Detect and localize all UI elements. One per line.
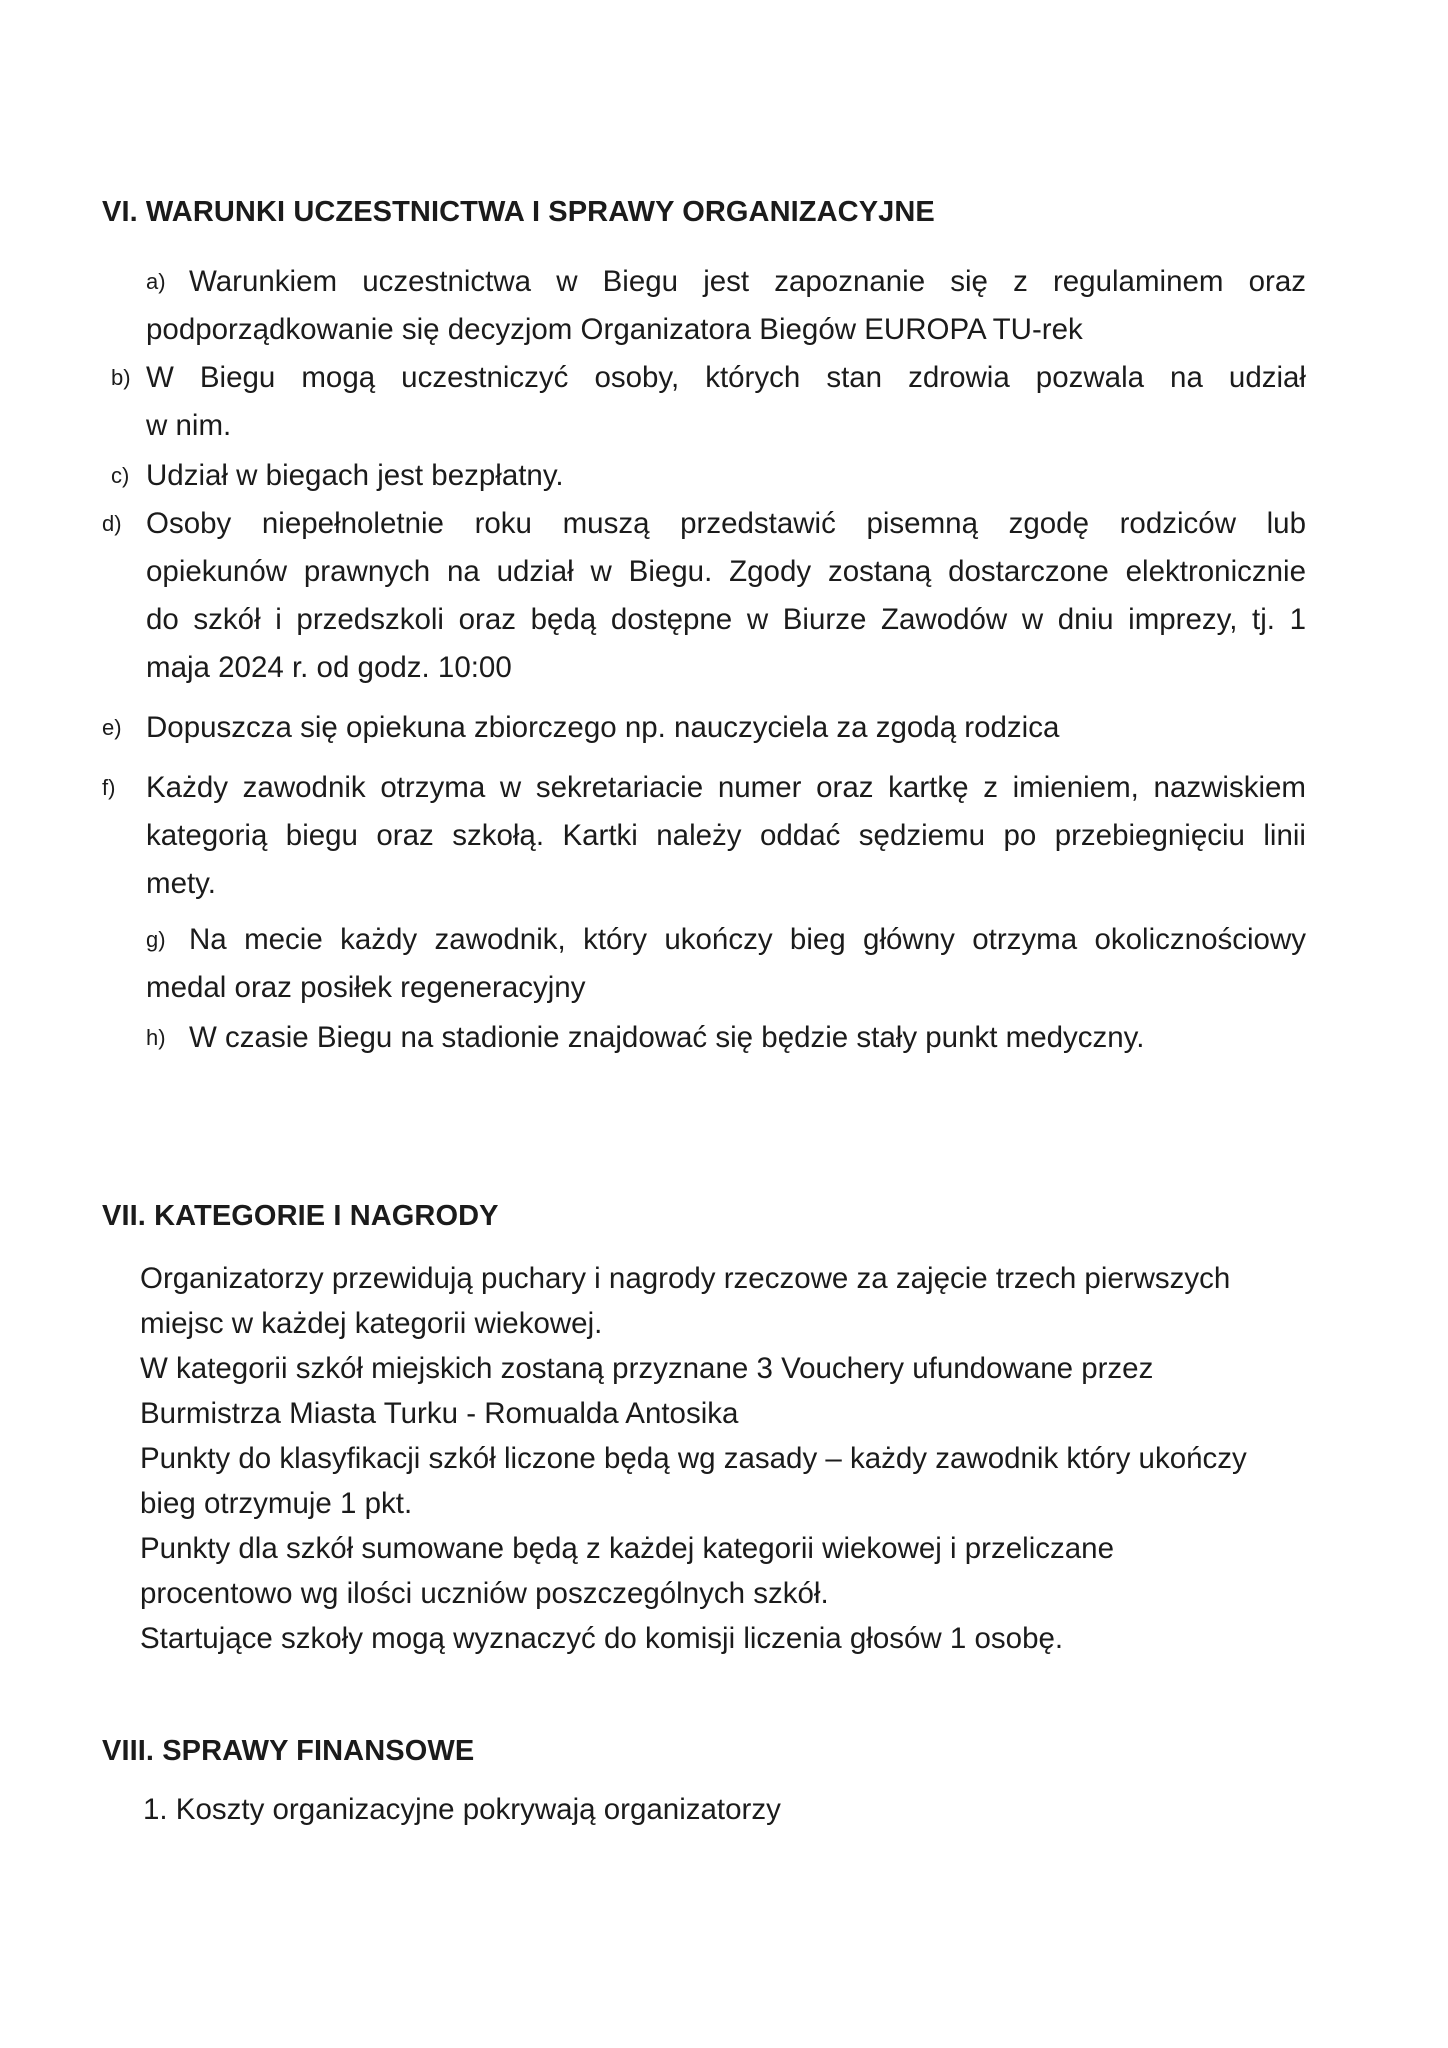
list-item-text: maja 2024 r. od godz. 10:00 (146, 651, 512, 684)
list-item-text: medal oraz posiłek regeneracyjny (146, 971, 586, 1004)
list-marker: b) (111, 365, 131, 390)
list-item-h (146, 1014, 1306, 1062)
paragraph-line: miejsc w każdej kategorii wiekowej. (140, 1307, 603, 1340)
list-item-text: Każdy zawodnik otrzyma w sekretariacie numer oraz kartkę z imieniem, nazwiskiem (146, 771, 1306, 804)
numbered-item: 1. Koszty organizacyjne pokrywają organizatorzy (143, 1793, 781, 1826)
section-heading-vii: VII. KATEGORIE I NAGRODY (102, 1200, 499, 1232)
paragraph-line: Startujące szkoły mogą wyznaczyć do komisji liczenia głosów 1 osobę. (140, 1622, 1064, 1655)
section-vii-body (140, 1256, 1340, 1661)
paragraph-line: Punkty do klasyfikacji szkół liczone będą wg zasady – każdy zawodnik który ukończy (140, 1442, 1247, 1475)
list-item-text: Na mecie każdy zawodnik, który ukończy bieg główny otrzyma okolicznościowy (189, 923, 1306, 956)
list-marker: a) (146, 269, 166, 294)
paragraph-line: Burmistrza Miasta Turku - Romualda Antosika (140, 1397, 739, 1430)
paragraph-line: bieg otrzymuje 1 pkt. (140, 1487, 413, 1520)
list-item-a (146, 258, 1306, 354)
section-heading-viii: VIII. SPRAWY FINANSOWE (102, 1735, 475, 1767)
list-item-f (102, 764, 1306, 908)
paragraph-line: Organizatorzy przewidują puchary i nagrody rzeczowe za zajęcie trzech pierwszych (140, 1262, 1231, 1295)
list-item-text: opiekunów prawnych na udział w Biegu. Zgody zostaną dostarczone elektronicznie (146, 555, 1306, 588)
list-item-text: Udział w biegach jest bezpłatny. (146, 459, 564, 492)
paragraph-line: procentowo wg ilości uczniów poszczególnych szkół. (140, 1577, 829, 1610)
list-item-text: do szkół i przedszkoli oraz będą dostępne w Biurze Zawodów w dniu imprezy, tj. 1 (146, 603, 1306, 636)
paragraph-line: W kategorii szkół miejskich zostaną przyznane 3 Vouchery ufundowane przez (140, 1352, 1154, 1385)
list-item-text: W Biegu mogą uczestniczyć osoby, których stan zdrowia pozwala na udział (146, 361, 1306, 394)
list-item-c (111, 452, 1306, 500)
paragraph-line: Punkty dla szkół sumowane będą z każdej kategorii wiekowej i przeliczane (140, 1532, 1114, 1565)
list-item-text: w nim. (146, 409, 232, 442)
list-marker: e) (102, 715, 122, 740)
list-marker: d) (102, 511, 122, 536)
list-item-e (102, 704, 1306, 752)
list-item-text: Dopuszcza się opiekuna zbiorczego np. nauczyciela za zgodą rodzica (146, 711, 1060, 744)
list-item-g (146, 916, 1306, 1012)
list-item-text: W czasie Biegu na stadionie znajdować się będzie stały punkt medyczny. (189, 1021, 1145, 1054)
section-viii-body (143, 1787, 1343, 1832)
list-item-text: Warunkiem uczestnictwa w Biegu jest zapoznanie się z regulaminem oraz (189, 265, 1306, 298)
list-item-text: kategorią biegu oraz szkołą. Kartki należy oddać sędziemu po przebiegnięciu linii (146, 819, 1306, 852)
list-item-b (111, 354, 1306, 450)
list-item-text: Osoby niepełnoletnie roku muszą przedstawić pisemną zgodę rodziców lub (146, 507, 1306, 540)
list-item-d (102, 500, 1306, 692)
list-item-text: podporządkowanie się decyzjom Organizatora Biegów EUROPA TU-rek (146, 313, 1083, 346)
list-marker: g) (146, 927, 166, 952)
list-marker: c) (111, 463, 130, 488)
list-marker: h) (146, 1025, 166, 1050)
list-marker: f) (102, 775, 116, 800)
section-heading-vi: VI. WARUNKI UCZESTNICTWA I SPRAWY ORGANIZACYJNE (102, 196, 935, 228)
list-item-text: mety. (146, 867, 216, 900)
